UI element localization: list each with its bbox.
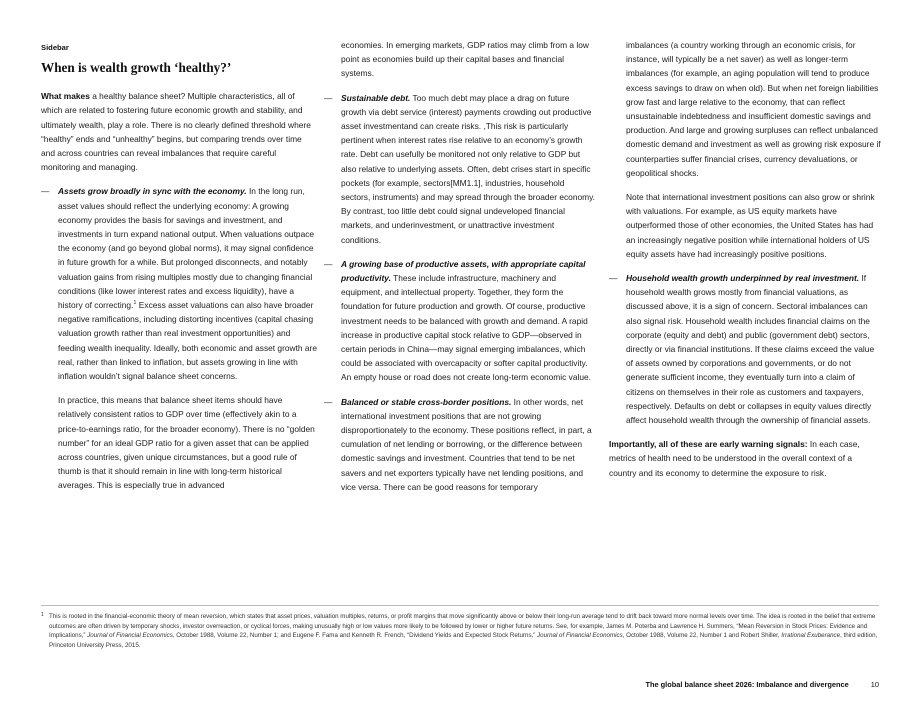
criterion-asset-growth — [41, 184, 317, 383]
intro-paragraph — [41, 89, 317, 174]
footnote-text: This is rooted in the financial-economic theory of mean reversion, which states that asset prices, valuation multiples, returns, or profit margins that move significantly above or below their long-run average tend to drift back toward more normal levels over time. The idea is rooted in the belief that extreme outcomes are often driven by temporary shocks, investor overreaction, or cyclical forces, making unusually high or low values more likely to be followed by lower or higher future returns. See, for example, James M. Poterba and Lawrence H. Summers, “Mean Reversion in Stock Prices: Evidence and Implications,” — [49, 613, 876, 640]
dash-marker: — — [324, 396, 333, 407]
intro-text: a healthy balance sheet? Multiple characteristics, all of which are related to fostering future economic growth and stability, and ultimately wealth, play a role. There is no clearly defined threshold where “healthy” ends and “unhealthy” begins, but comparing trends over time and across countries can reveal imbalances that require careful monitoring and managing. — [41, 91, 311, 173]
footnote-text: , third edition, Princeton University Press, 2015. — [49, 632, 878, 649]
footnote-text: , October 1988, Volume 22, Number 1; and Eugene F. Fama and Kenneth R. French, “Dividend Yields and Expected Stock Returns,” — [172, 632, 538, 640]
criterion-text: Too much debt may place a drag on future growth via debt service (interest) payments crowding out productive asset investmentand can create risks. ,This risk is particularly pertinent when interest rates rise relative to an economy’s growth rate. Debt can usefully be monitored not only relative to GDP but also relative to underlying assets. Often, debt crises start in specific pockets (for example, sectors[MM1.1], industries, household sectors, instruments) and may spread through the broader economy. By contrast, too little debt could signal undeveloped financial markets, and underinvestment, or unattractive investment conditions. — [341, 92, 596, 245]
criterion-text: These include infrastructure, machinery and equipment, and intellectual property. Together, they form the foundation for future production and growth. Of course, productive investment needs to be balanced with growth and demand. A rapid increase in productive capital stock relative to GDP—observed in certain periods in China—may signal emerging imbalances, which could be associated with overcapacity or softer capital productivity. An empty house or road does not create long-term economic value. — [341, 273, 591, 383]
page-footer — [645, 680, 879, 689]
footnote-text: , October 1988, Volume 22, Number 1 and Robert Shiller, — [622, 632, 782, 640]
column-1 — [41, 38, 317, 503]
criterion-heading: Balanced or stable cross-border positions. — [341, 396, 512, 407]
criterion-cross-border — [324, 395, 596, 494]
column-2 — [324, 38, 596, 504]
criterion-heading: Household wealth growth underpinned by real investment. — [626, 273, 860, 284]
asset-growth-continuation: economies. In emerging markets, GDP ratios may climb from a low point as economies build up their capital bases and financial systems. — [341, 40, 589, 79]
criterion-text: In the long run, asset values should reflect the underlying economy: A growing economy provides the basis for savings and investment, and investments in turn expand national output. When valuations outpace the economy (and go beyond global norms), it may signal confidence in future growth for a while. But prolonged disconnects, and notably valuation gains from rising multiples mostly due to changing financial conditions (like lower interest rates and excess liquidity), have a history of correcting. — [58, 186, 315, 311]
footnote-journal: Journal of Financial Economics — [537, 632, 623, 640]
closing-text: In each case, metrics of health need to be understood in the overall context of a country and its economy to determine the exposure to risk. — [609, 439, 860, 478]
sidebar-label: Sidebar — [41, 43, 69, 52]
footnote-book: Irrational Exuberance — [781, 632, 841, 640]
criterion-text-continued: Excess asset valuations can also have broader negative ramifications, including distorting incentives (capital chasing valuation growth rather than real investment opportunities) and feeding wealth inequality. Ideally, both economic and asset growth are real, rather than linked to inflation, but assets growing in line with inflation wouldn’t signal balance sheet concerns. — [58, 300, 318, 382]
criterion-heading: A growing base of productive assets, with appropriate capital productivity. — [341, 258, 586, 284]
column-3 — [609, 38, 881, 490]
criterion-sustainable-debt — [324, 91, 596, 247]
footnote — [41, 612, 887, 650]
footnote-divider — [41, 605, 879, 606]
sidebar-title: When is wealth growth ‘healthy?’ — [41, 60, 232, 76]
dash-marker: — — [609, 273, 618, 284]
footnote-journal: Journal of Financial Economics — [87, 632, 173, 640]
closing-lead: Importantly, all of these are early warning signals: — [609, 439, 808, 450]
dash-marker: — — [324, 92, 333, 103]
footnote-mark: 1 — [41, 612, 44, 618]
page-number: 10 — [870, 680, 879, 689]
cross-border-followup: Note that international investment positions can also grow or shrink with valuations. For example, as US equity markets have outperformed those of other economies, the United States has had an increasingly negative position while international holders of US equity assets have had increasingly positive positions. — [626, 192, 875, 259]
criterion-heading: Sustainable debt. — [341, 92, 411, 103]
dash-marker: — — [41, 186, 50, 197]
closing-paragraph — [609, 437, 881, 480]
criterion-text: If household wealth grows mostly from financial valuations, as discussed above, it is a sign of concern. Sectoral imbalances can also signal risk. Household wealth includes financial claims on the corporate (equity and debt) and public (government debt) sectors, directly or via financial institutions. If these claims exceed the value of assets owned by corporations and governments, or do not generate sufficient income, they eventually turn into a claim of citizens on themselves in their role as customers and taxpayers, respectively. Defaults on debt or collapses in equity values directly affect household wealth through the ownership of financial assets. — [626, 273, 875, 426]
dash-marker: — — [324, 258, 333, 269]
footnote-reference[interactable]: 1 — [133, 300, 137, 307]
criterion-productive-assets — [324, 257, 596, 385]
criterion-household-wealth — [609, 271, 881, 427]
publication-title: The global balance sheet 2026: Imbalance and divergence — [645, 680, 849, 689]
asset-growth-followup: In practice, this means that balance sheet items should have relatively consistent ratios to GDP over time (effectively akin to a price-to-earnings ratio, for the broader economy). There is no “golden number” for an ideal GDP ratio for a given asset that can be applied across countries, given unique circumstances, but a good rule of thumb is that it should remain in line with long-term historical averages. This is especially true in advanced — [58, 395, 315, 491]
cross-border-continuation: imbalances (a country working through an economic crisis, for instance, will typically be a net saver) as well as longer-term imbalances (for example, an aging population will tend to produce excess savings to draw on when old). But when net foreign liabilities grow fast and large relative to the economy, that can reflect unsustainable indebtedness and insufficient domestic savings and production. And large and growing surpluses can reflect unbalanced domestic demand and investment as well as growing risk exposure if counterparties suffer financial crises, currency devaluations, or geopolitical shocks. — [626, 40, 881, 178]
intro-lead: What makes — [41, 91, 90, 102]
criterion-heading: Assets grow broadly in sync with the economy. — [58, 186, 247, 197]
criterion-text: In other words, net international investment positions that are not growing disproportionately to the economy. These positions reflect, in part, a cumulation of net lending or borrowing, or the difference between domestic savings and investment. Countries that tend to be net savers and net exporters typically have net lending positions, and vice versa. There can be good reasons for temporary — [341, 396, 592, 492]
